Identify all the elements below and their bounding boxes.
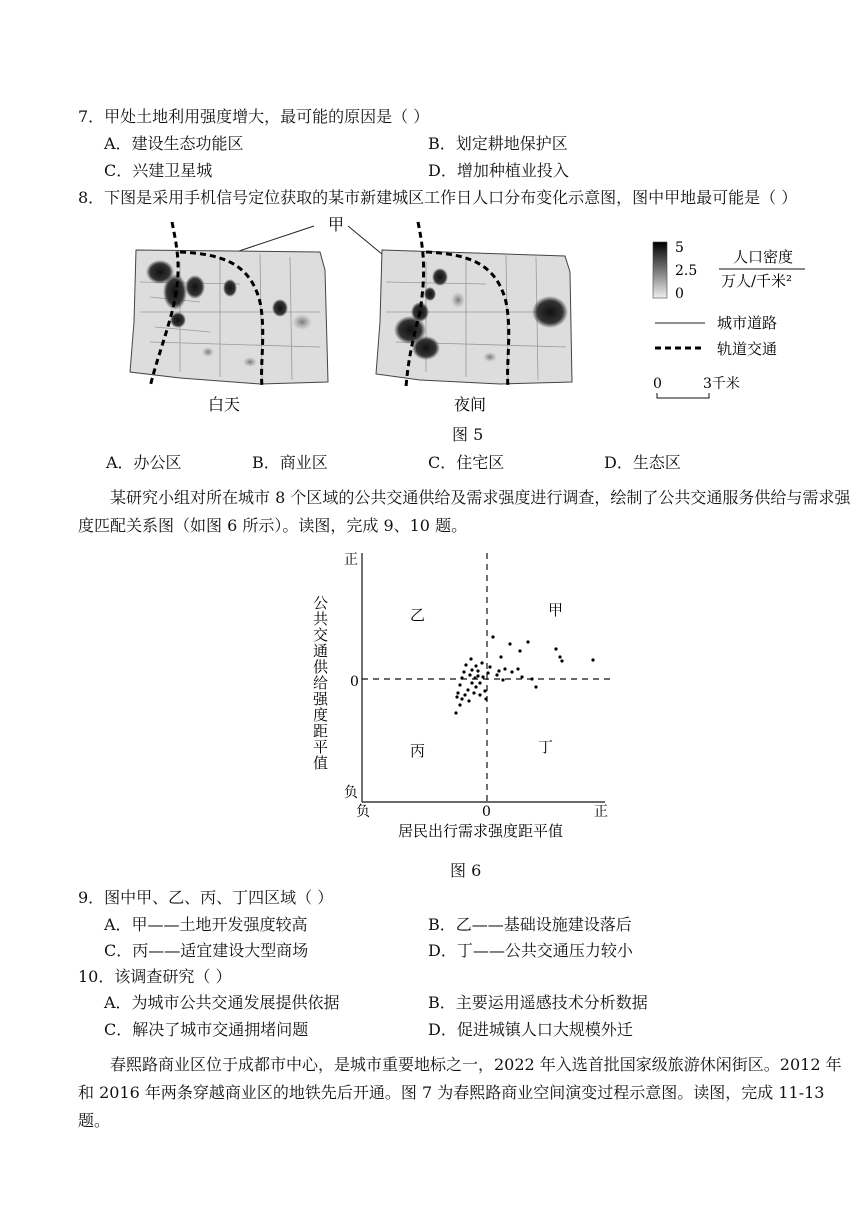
quadrant-ding: 丁 <box>538 738 554 756</box>
q7-option-b: B．划定耕地保护区 <box>428 134 568 153</box>
figure-5-caption: 图 5 <box>452 425 484 444</box>
scale-bar <box>657 393 709 398</box>
scale-zero: 0 <box>653 376 662 392</box>
x-right-label: 正 <box>594 804 608 820</box>
rail-legend-label: 轨道交通 <box>717 340 778 358</box>
q9-option-a: A．甲——土地开发强度较高 <box>104 915 308 934</box>
day-map <box>130 222 328 387</box>
q7-option-c: C．兴建卫星城 <box>104 161 213 180</box>
quadrant-bing: 丙 <box>410 742 426 760</box>
q10-option-b: B．主要运用遥感技术分析数据 <box>428 993 648 1012</box>
y-axis-label <box>311 595 329 771</box>
q9-option-c: C．丙——适宜建设大型商场 <box>104 941 309 960</box>
q10-option-a: A．为城市公共交通发展提供依据 <box>104 993 340 1012</box>
quadrant-yi: 乙 <box>410 606 426 624</box>
density-scale-max: 5 <box>675 240 684 256</box>
y-axis-label-text: 公共交通供给强度距平值 <box>311 595 329 771</box>
question-7-stem: 7．甲处土地利用强度增大，最可能的原因是（ ） <box>78 107 430 126</box>
q7-option-d: D．增加种植业投入 <box>428 161 569 180</box>
question-8-stem: 8．下图是采用手机信号定位获取的某市新建城区工作日人口分布变化示意图，图中甲地最可能是（ ） <box>78 188 798 207</box>
night-caption: 夜间 <box>454 395 487 414</box>
y-zero-label: 0 <box>350 674 359 690</box>
y-bottom-label: 负 <box>344 785 358 801</box>
x-left-label: 负 <box>356 804 370 820</box>
q7-option-a: A．建设生态功能区 <box>104 134 244 153</box>
density-scale-mid: 2.5 <box>675 263 698 279</box>
q8-option-c: C．住宅区 <box>428 453 505 472</box>
night-map <box>376 222 572 387</box>
scatter-points <box>454 635 594 714</box>
map-label-jia: 甲 <box>328 215 345 234</box>
figure-5-maps <box>120 212 640 417</box>
q10-option-d: D．促进城镇人口大规模外迁 <box>428 1020 633 1039</box>
q9-option-d: D．丁——公共交通压力较小 <box>428 941 633 960</box>
road-legend-label: 城市道路 <box>717 314 778 332</box>
q10-option-c: C．解决了城市交通拥堵问题 <box>104 1020 309 1039</box>
figure-6-chart <box>300 545 630 840</box>
question-9-stem: 9．图中甲、乙、丙、丁四区域（ ） <box>78 888 334 907</box>
q8-option-a: A．办公区 <box>106 453 182 472</box>
scale-length: 3千米 <box>703 376 740 392</box>
question-10-stem: 10．该调查研究（ ） <box>78 967 232 986</box>
q8-option-b: B．商业区 <box>252 453 328 472</box>
figure-5-legend <box>645 238 845 403</box>
x-zero-label: 0 <box>482 804 491 820</box>
intro-paragraph-9-10: 某研究小组对所在城市 8 个区域的公共交通供给及需求强度进行调查，绘制了公共交通服务供给与需求强度匹配关系图（如图 6 所示）。读图，完成 9、10 题。 <box>78 488 851 535</box>
density-color-bar <box>653 242 667 298</box>
density-title-top: 人口密度 <box>733 248 794 266</box>
density-title-bottom: 万人/千米² <box>721 272 793 290</box>
density-scale-min: 0 <box>675 286 684 302</box>
x-axis-label: 居民出行需求强度距平值 <box>398 822 564 840</box>
figure-6-caption: 图 6 <box>450 861 482 880</box>
q8-option-d: D．生态区 <box>604 453 681 472</box>
intro-paragraph-11-13: 春熙路商业区位于成都市中心，是城市重要地标之一，2022 年入选首批国家级旅游休闲街区。2012 年和 2016 年两条穿越商业区的地铁先后开通。图 7 为春熙路商业空间演变过程示意图。读图，完成 11-13 题。 <box>78 1055 842 1130</box>
day-caption: 白天 <box>208 395 241 414</box>
y-top-label: 正 <box>344 552 358 568</box>
q9-option-b: B．乙——基础设施建设落后 <box>428 915 632 934</box>
quadrant-jia: 甲 <box>548 601 564 619</box>
